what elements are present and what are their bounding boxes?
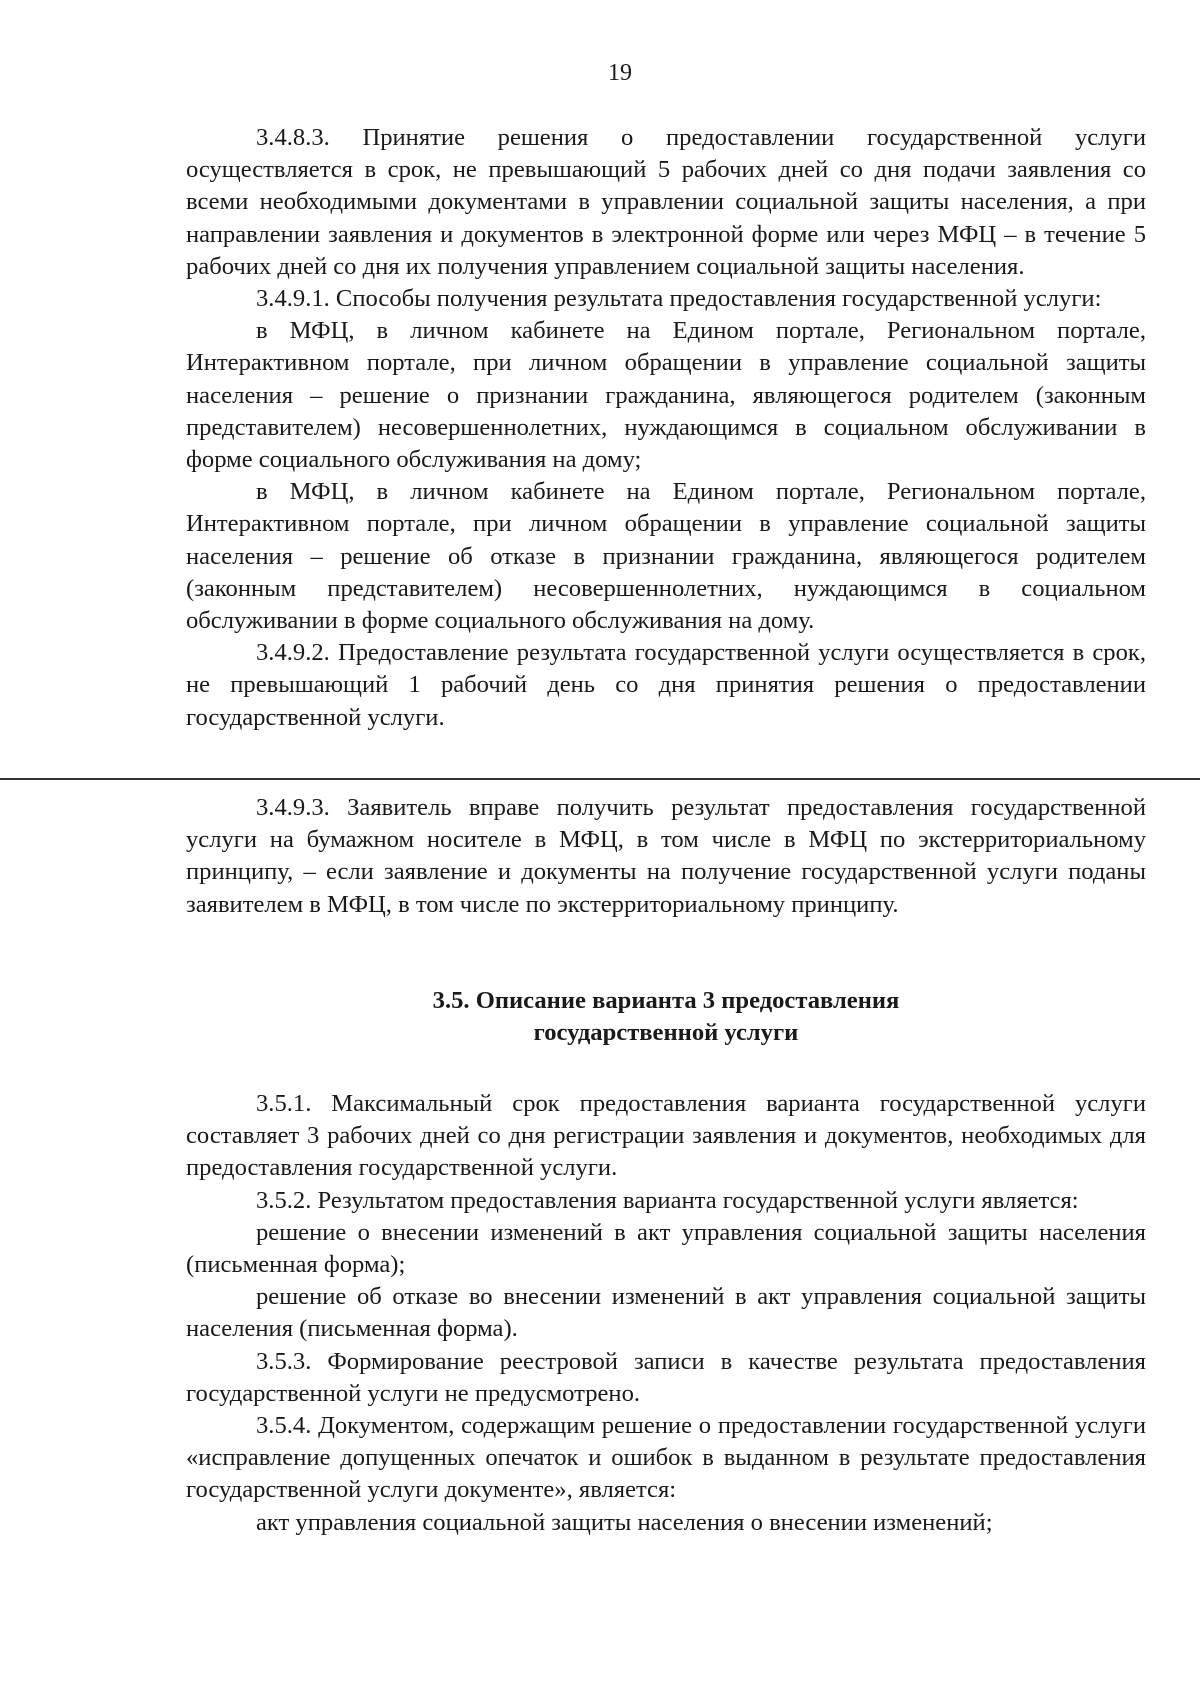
paragraph-3-4-8-3: 3.4.8.3. Принятие решения о предоставлении государственной услуги осуществляется в срок, не превышающий 5 рабочих дней со дня подачи заявления со всеми необходимыми документами в управлении социальной защиты населения, а при направлении заявления и документов в электронной форме или через МФЦ – в течение 5 рабочих дней со дня их получения управлением социальной защиты населения. bbox=[186, 124, 1146, 280]
body-section-middle bbox=[186, 792, 1146, 921]
paragraph-result-approval: в МФЦ, в личном кабинете на Едином портале, Региональном портале, Интерактивном портале, при личном обращении в управление социальной защиты населения – решение о признании гражданина, являющегося родителем (законным представителем) несовершеннолетних, нуждающимся в социальном обслуживании в форме социального обслуживания на дому; bbox=[186, 317, 1146, 474]
body-section-bottom bbox=[186, 1088, 1146, 1539]
paragraph-result-refusal: в МФЦ, в личном кабинете на Едином портале, Региональном портале, Интерактивном портале, при личном обращении в управление социальной защиты населения – решение об отказе в признании гражданина, являющегося родителем (законным представителем) несовершеннолетних, нуждающимся в социальном обслуживании в форме социального обслуживания на дому. bbox=[186, 478, 1146, 635]
paragraph-act: акт управления социальной защиты населения о внесении изменений; bbox=[256, 1508, 993, 1536]
strike-through-line bbox=[0, 778, 1200, 780]
paragraph-decision-change: решение о внесении изменений в акт управления социальной защиты населения (письменная форма); bbox=[186, 1218, 1146, 1279]
paragraph-decision-refusal: решение об отказе во внесении изменений в акт управления социальной защиты населения (письменная форма). bbox=[186, 1283, 1146, 1343]
paragraph-3-5-1: 3.5.1. Максимальный срок предоставления варианта государственной услуги составляет 3 рабочих дней со дня регистрации заявления и документов, необходимых для предоставления государственной услуги. bbox=[186, 1090, 1146, 1182]
body-section-top bbox=[186, 122, 1146, 734]
paragraph-3-4-9-2: 3.4.9.2. Предоставление результата государственной услуги осуществляется в срок, не превышающий 1 рабочий день со дня принятия решения о предоставлении государственной услуги. bbox=[186, 639, 1146, 731]
page-number: 19 bbox=[608, 60, 632, 86]
paragraph-3-4-9-3: 3.4.9.3. Заявитель вправе получить результат предоставления государственной услуги на бумажном носителе в МФЦ, в том числе в МФЦ по экстерриториальному принципу, – если заявление и документы на получение государственной услуги поданы заявителем в МФЦ, в том числе по экстерриториальному принципу. bbox=[186, 794, 1146, 918]
heading-line-1: 3.5. Описание варианта 3 предоставления bbox=[432, 987, 900, 1014]
paragraph-3-4-9-1: 3.4.9.1. Способы получения результата предоставления государственной услуги: bbox=[256, 285, 1102, 313]
paragraph-3-5-3: 3.5.3. Формирование реестровой записи в качестве результата предоставления государственной услуги не предусмотрено. bbox=[186, 1347, 1146, 1407]
heading-line-2: государственной услуги bbox=[533, 1019, 799, 1046]
paragraph-3-5-2: 3.5.2. Результатом предоставления варианта государственной услуги является: bbox=[256, 1186, 1079, 1214]
paragraph-3-5-4: 3.5.4. Документом, содержащим решение о предоставлении государственной услуги «исправление допущенных опечаток и ошибок в выданном в результате предоставления государственной услуги документе», является: bbox=[186, 1412, 1146, 1504]
section-heading bbox=[186, 985, 1146, 1049]
